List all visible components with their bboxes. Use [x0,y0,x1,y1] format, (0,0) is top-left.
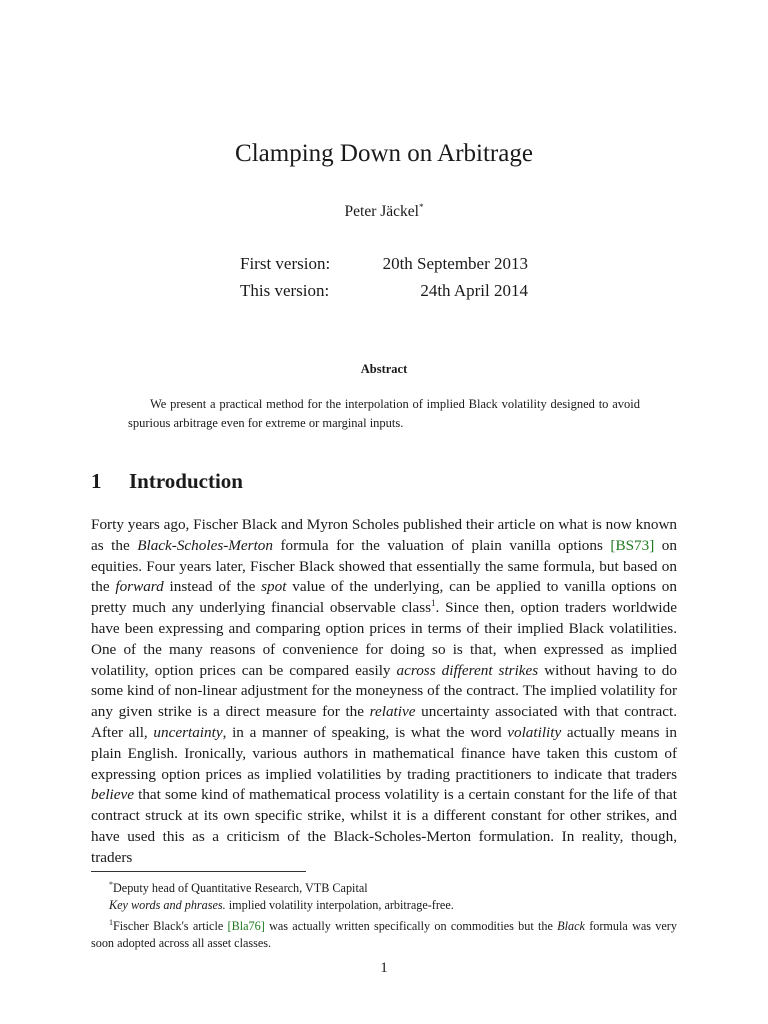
body-emphasis: spot [261,578,287,596]
section-number: 1 [91,469,102,493]
author-line [0,202,768,221]
citation-link-bla76[interactable]: [Bla76] [227,919,265,934]
first-version-row [240,250,528,277]
paper-title: Clamping Down on Arbitrage [235,140,533,167]
body-text: , in a manner of speaking, is what the word [222,723,508,741]
body-emphasis: Black-Scholes-Merton [137,536,273,554]
body-text: . Since then, option traders worldwide have been expressing and comparing option prices in terms of their implied Black volatilities. One of the many reasons of convenience for doing so is that, when expressed as implied volatility, option prices can be compared easily [91,599,677,679]
footnote-keywords [91,897,677,914]
introduction-paragraph [91,515,677,869]
body-emphasis: relative [369,703,416,721]
footnote-mark: * [109,880,113,889]
footnote-text: Deputy head of Quantitative Research, VTB Capital [113,881,368,896]
body-text: on equities. Four years later, Fischer Black showed that essentially the same formula, but based on the [91,536,677,596]
footnote-text: Fischer Black's article [113,919,228,934]
footnote-emphasis: Black [557,919,585,934]
footnotes [91,876,677,952]
body-text: actually means in plain English. Ironically, various authors in mathematical finance have taken this custom of expressing option prices as implied volatilities by trading practitioners to indicate that traders [91,723,677,783]
body-text: instead of the [163,578,262,596]
footnote-divider [91,871,306,872]
body-emphasis: believe [91,786,134,804]
author-name: Peter Jäckel [344,203,419,221]
keywords-label: Key words and phrases. [109,898,226,913]
body-text: without having to do some kind of non-linear adjustment for the moneyness of the contract. The implied volatility for any given strike is a direct measure for the [91,661,677,721]
this-version-label: This version: [240,281,330,300]
body-text: formula for the valuation of plain vanilla options [273,536,611,554]
body-emphasis: forward [115,578,164,596]
author-footnote-mark: * [418,202,424,212]
version-info [240,250,528,304]
footnote-1 [91,914,677,952]
abstract-text: We present a practical method for the interpolation of implied Black volatility designed to avoid spurious arbitrage even for extreme or marginal inputs. [128,397,640,430]
body-text: uncertainty associated with that contract. After all, [91,703,677,741]
this-version-row [240,277,528,304]
page-number: 1 [380,960,388,976]
body-emphasis: volatility [507,723,562,741]
body-emphasis: across different strikes [396,661,539,679]
body-emphasis: uncertainty [153,723,223,741]
footnote-affiliation [91,876,677,897]
body-text: value of the underlying, can be applied to vanilla options on pretty much any underlying financial observable class [91,578,677,617]
body-text: Forty years ago, Fischer Black and Myron Scholes published their article on what is now known as the [91,516,677,554]
abstract-heading: Abstract [360,362,408,376]
footnote-text: formula was very soon adopted across all asset classes. [91,919,677,951]
footnote-mark: 1 [109,918,113,928]
footnote-text: was actually written specifically on commodities but the [264,919,558,934]
keywords-text: implied volatility interpolation, arbitrage-free. [225,898,454,913]
this-version-date: 24th April 2014 [420,281,528,300]
citation-link-bs73[interactable]: [BS73] [610,536,655,554]
first-version-label: First version: [240,254,331,273]
first-version-date: 20th September 2013 [382,254,528,273]
section-heading [91,469,243,494]
body-text: that some kind of mathematical process volatility is a certain constant for the life of that contract struck at its own specific strike, whilst it is a different constant for other strikes, and have used this as a criticism of the Black-Scholes-Merton formulation. In reality, though, traders [91,786,677,866]
section-title: Introduction [129,469,243,493]
footnote-ref-1[interactable]: 1 [431,598,436,609]
